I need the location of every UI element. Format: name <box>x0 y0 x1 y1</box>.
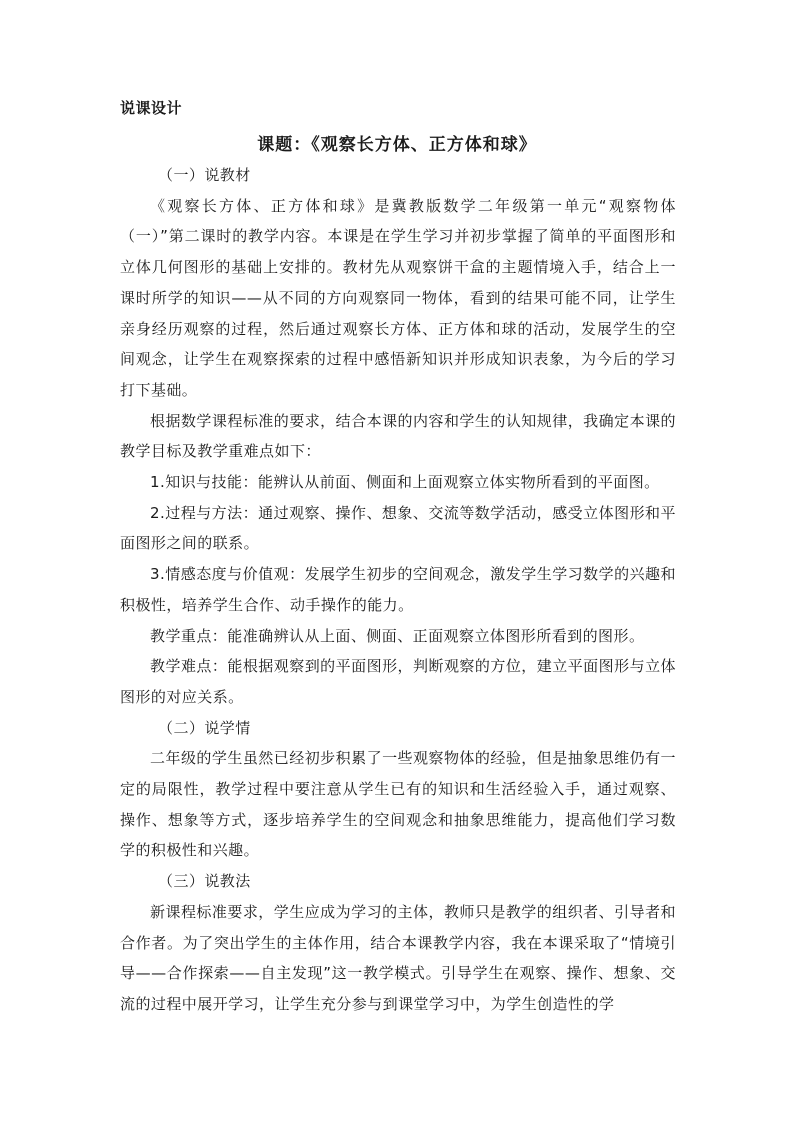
goal-knowledge-skills: 1.知识与技能：能辨认从前面、侧面和上面观察立体实物所看到的平面图。 <box>150 473 660 492</box>
section-heading-methods: （三）说教法 <box>158 872 251 891</box>
teaching-key-point: 教学重点：能准确辨认从上面、侧面、正面观察立体图形所看到的图形。 <box>150 626 645 645</box>
document-label: 说课设计 <box>120 99 183 117</box>
paragraph-students: 二年级的学生虽然已经初步积累了一些观察物体的经验，但是抽象思维仍有一定的局限性，教学过程中要注意从学生已有的知识和生活经验入手，通过观察、操作、想象等方式，逐步培养学生的空间观念和抽象思维能力，提高他们学习数学的积极性和兴趣。 <box>120 749 676 860</box>
paragraph-goals-intro: 根据数学课程标准的要求，结合本课的内容和学生的认知规律，我确定本课的教学目标及教学重难点如下： <box>120 411 676 461</box>
paragraph-textbook-intro: 《观察长方体、正方体和球》是冀教版数学二年级第一单元“观察物体（一）”第二课时的教学内容。本课是在学生学习并初步掌握了简单的平面图形和立体几何图形的基础上安排的。教材先从观察饼干盒的主题情境入手，结合上一课时所学的知识——从不同的方向观察同一物体，看到的结果可能不同，让学生亲身经历观察的过程，然后通过观察长方体、正方体和球的活动，发展学生的空间观念，让学生在观察探索的过程中感悟新知识并形成知识表象，为今后的学习打下基础。 <box>120 196 676 399</box>
document-body <box>120 160 676 1020</box>
section-heading-students: （二）说学情 <box>158 718 251 737</box>
teaching-difficulty: 教学难点：能根据观察到的平面图形，判断观察的方位，建立平面图形与立体图形的对应关系。 <box>120 657 676 706</box>
section-heading-textbook: （一）说教材 <box>158 166 251 184</box>
goal-attitude-values: 3.情感态度与价值观：发展学生初步的空间观念，激发学生学习数学的兴趣和积极性，培养学生合作、动手操作的能力。 <box>120 565 676 614</box>
paragraph-methods: 新课程标准要求，学生应成为学习的主体，教师只是教学的组织者、引导者和合作者。为了突出学生的主体作用，结合本课教学内容，我在本课采取了“情境引导——合作探索——自主发现”这一教学模式。引导学生在观察、操作、想象、交流的过程中展开学习，让学生充分参与到课堂学习中，为学生创造性的学 <box>120 902 676 1013</box>
document-title: 课题：《观察长方体、正方体和球》 <box>257 135 537 155</box>
goal-process-methods: 2.过程与方法：通过观察、操作、想象、交流等数学活动，感受立体图形和平面图形之间的联系。 <box>120 503 676 553</box>
